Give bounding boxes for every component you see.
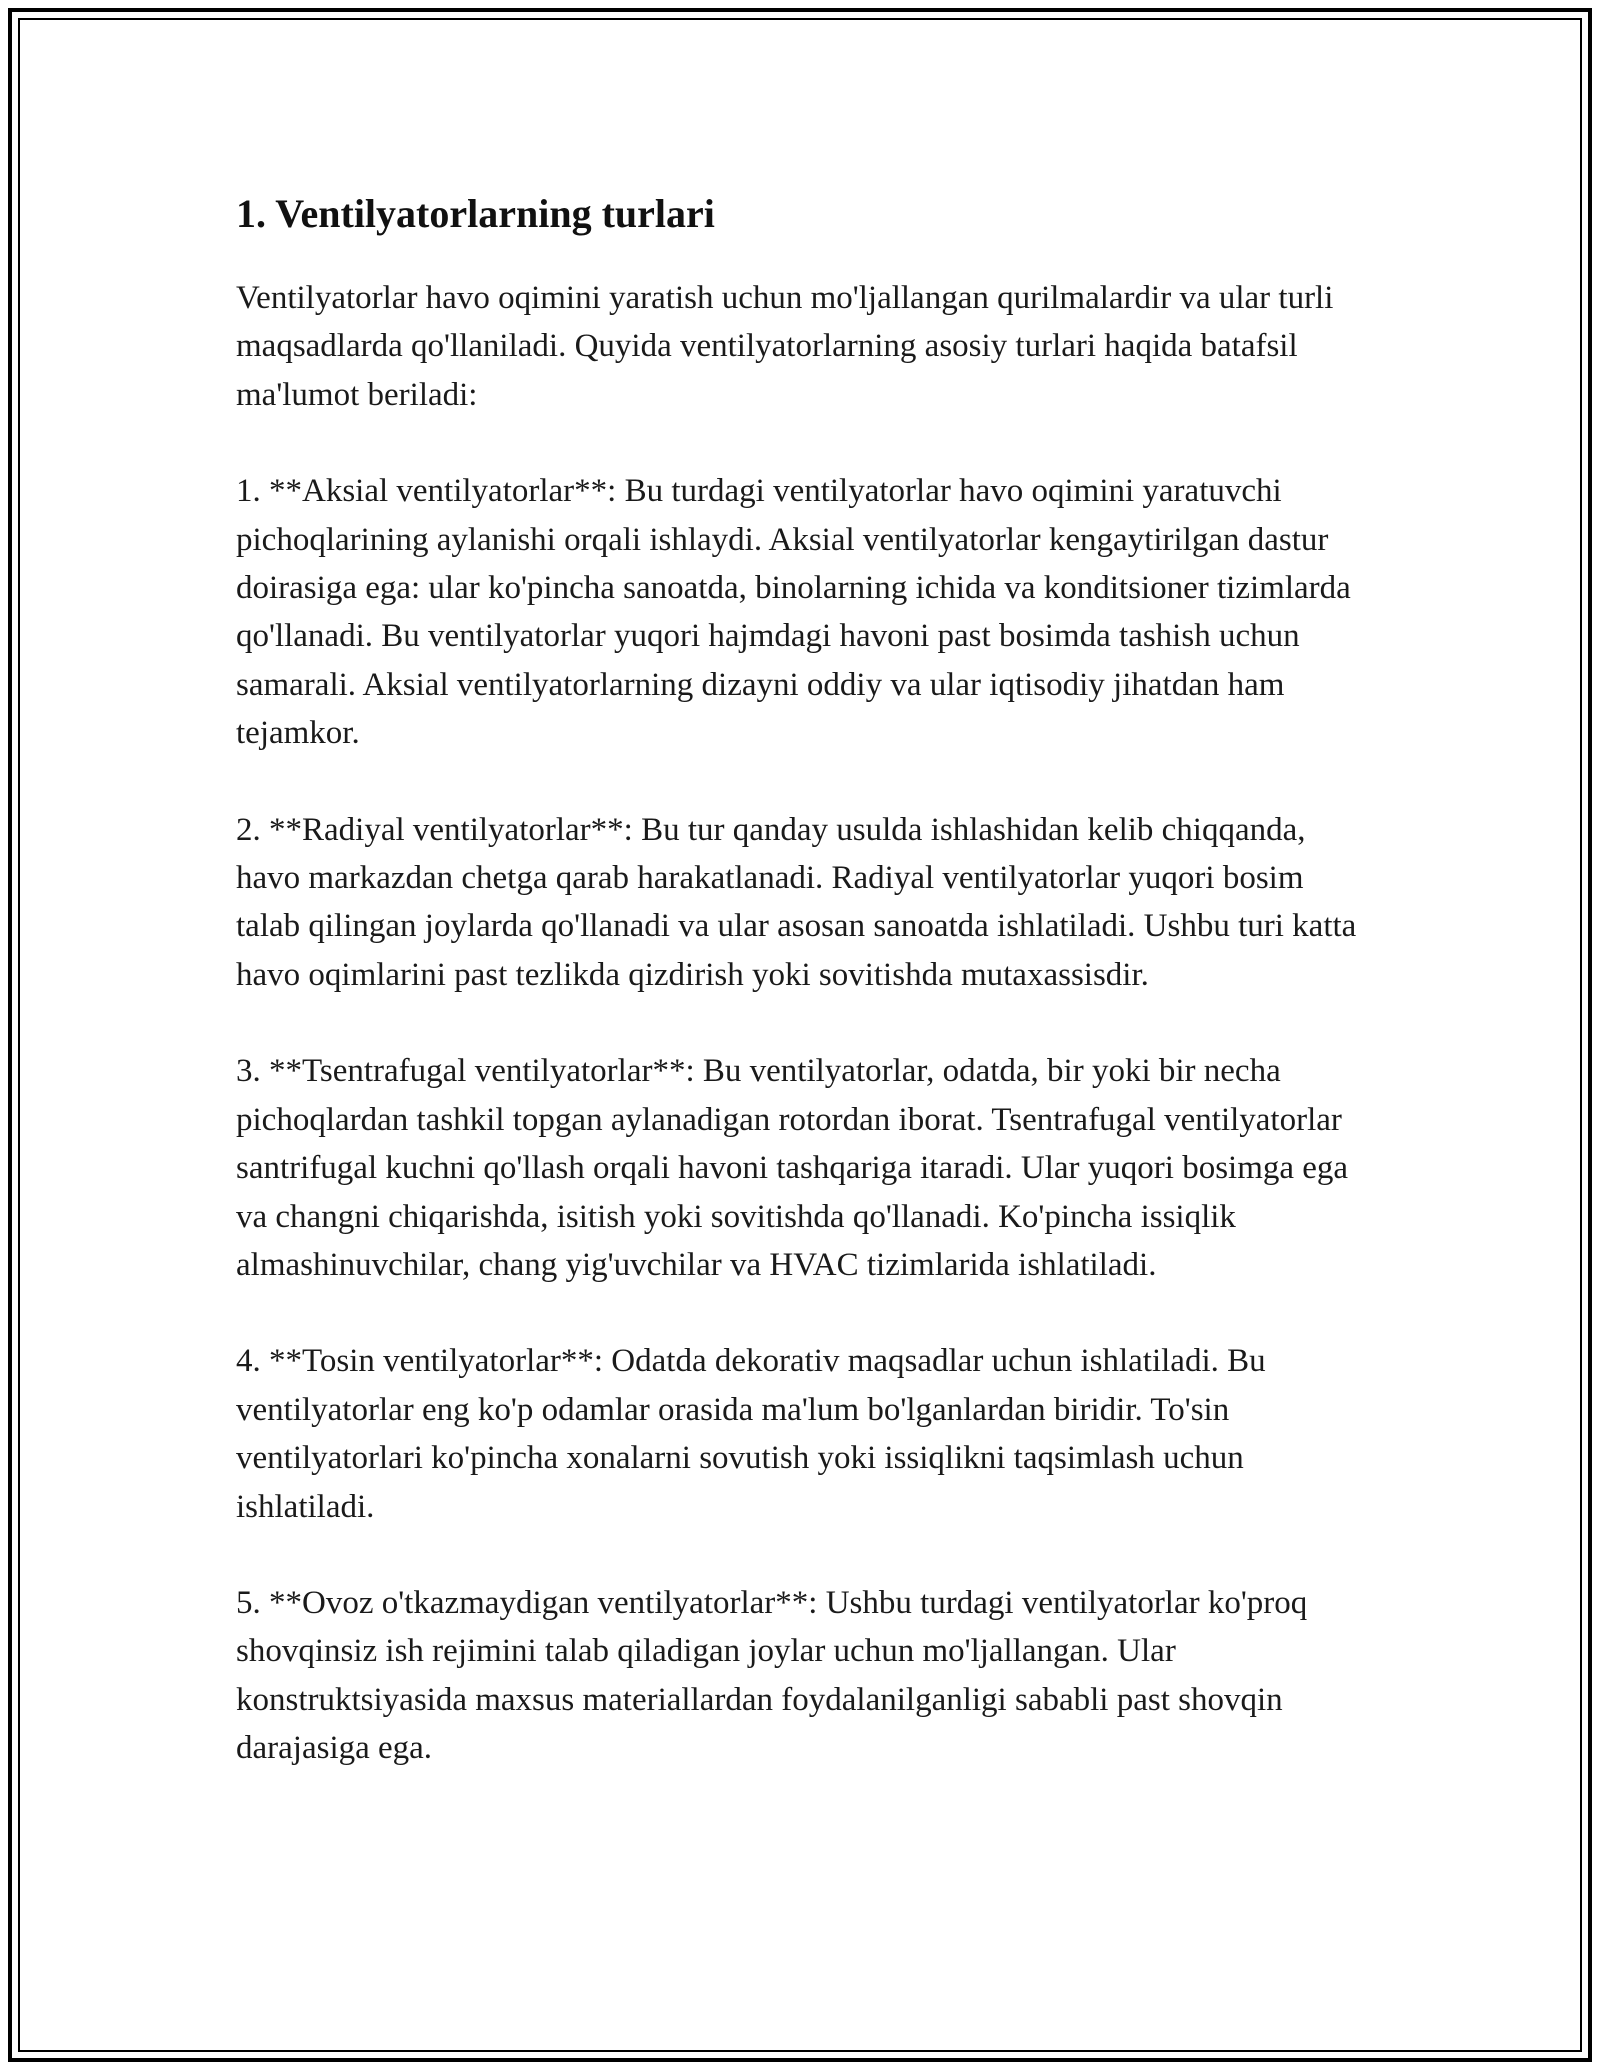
paragraph-centrifugal-fans: 3. **Tsentrafugal ventilyatorlar**: Bu ventilyatorlar, odatda, bir yoki bir necha pichoqlardan tashkil topgan aylanadigan rotordan iborat. Tsentrafugal ventilyatorlar santrifugal kuchni qo'llash orqali havoni tashqariga itaradi. Ular yuqori bosimga ega va changni chiqarishda, isitish yoki sovitishda qo'llanadi. Ko'pincha issiqlik almashinuvchilar, chang yig'uvchilar va HVAC tizimlarida ishlatiladi. (236, 1053, 1349, 1283)
paragraph-radial-fans: 2. **Radiyal ventilyatorlar**: Bu tur qanday usulda ishlashidan kelib chiqqanda, havo markazdan chetga qarab harakatlanadi. Radiyal ventilyatorlar yuqori bosim talab qilingan joylarda qo'llanadi va ular asosan sanoatda ishlatiladi. Ushbu turi katta havo oqimlarini past tezlikda qizdirish yoki sovitishda mutaxassisdir. (236, 811, 1357, 993)
paragraph-tosin-fans: 4. **Tosin ventilyatorlar**: Odatda dekorativ maqsadlar uchun ishlatiladi. Bu ventilyatorlar eng ko'p odamlar orasida ma'lum bo'lganlardan biridir. To'sin ventilyatorlari ko'pincha xonalarni sovutish yoki issiqlikni taqsimlash uchun ishlatiladi. (236, 1343, 1266, 1525)
paragraph-soundproof-fans: 5. **Ovoz o'tkazmaydigan ventilyatorlar**: Ushbu turdagi ventilyatorlar ko'proq shovqinsiz ish rejimini talab qiladigan joylar uchun mo'ljallangan. Ular konstruktsiyasida maxsus materiallardan foydalanilganligi sababli past shovqin darajasiga ega. (236, 1584, 1308, 1767)
document-body (236, 184, 1366, 1821)
paragraph-axial-fans: 1. **Aksial ventilyatorlar**: Bu turdagi ventilyatorlar havo oqimini yaratuvchi pichoqlarining aylanishi orqali ishlaydi. Aksial ventilyatorlar kengaytirilgan dastur doirasiga ega: ular ko'pincha sanoatda, binolarning ichida va konditsioner tizimlarda qo'llanadi. Bu ventilyatorlar yuqori hajmdagi havoni past bosimda tashish uchun samarali. Aksial ventilyatorlarning dizayni oddiy va ular iqtisodiy jihatdan ham tejamkor. (236, 473, 1351, 752)
document-title: 1. Ventilyatorlarning turlari (236, 191, 715, 236)
intro-paragraph: Ventilyatorlar havo oqimini yaratish uchun mo'ljallangan qurilmalardir va ular turli maqsadlarda qo'llaniladi. Quyida ventilyatorlarning asosiy turlari haqida batafsil ma'lumot beriladi: (236, 280, 1334, 413)
